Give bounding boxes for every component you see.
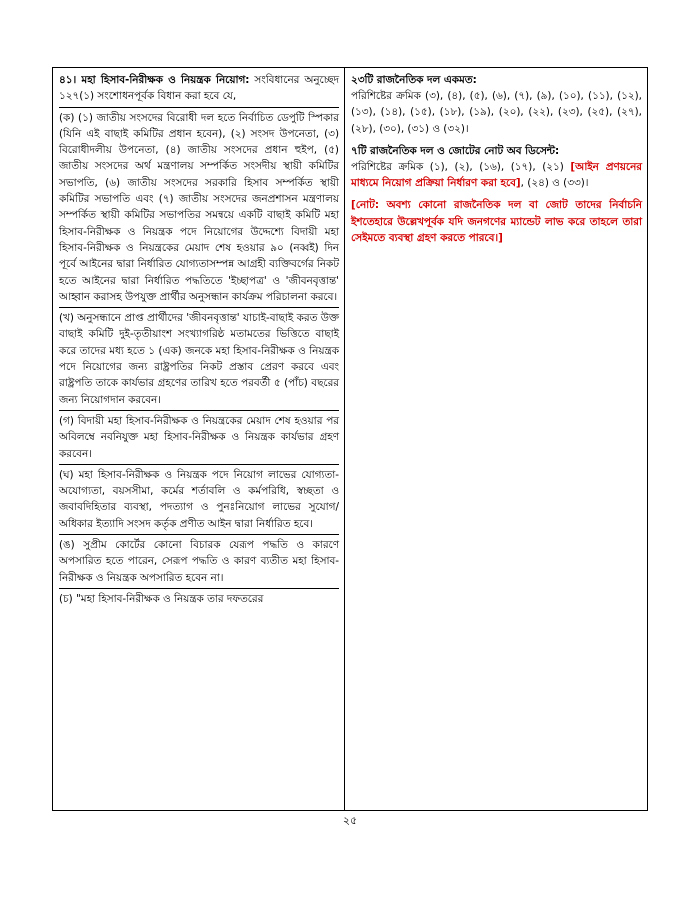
note-block: [নোট: অবশ্য কোনো রাজনৈতিক দল বা জোট তাদের নির্বাচনি ইশতেহারে উল্লেখপূর্বক যদি জনগণের ম্যান্ডেট লাভ করে তাহলে তারা সেইমতে ব্যবস্থা গ্রহণ করতে পারবে।] [351,199,642,244]
left-column [53,68,345,810]
paragraph-kha: (খ) অনুসন্ধানে প্রাপ্ত প্রার্থীদের 'জীবনবৃত্তান্ত' যাচাই-বাছাই করত উক্ত বাছাই কমিটি দুই-তৃতীয়াংশ সংখ্যাগরিষ্ঠ মতামতের ভিত্তিতে বাছাই করে তাদের মধ্য হতে ১ (এক) জনকে মহা হিসাব-নিরীক্ষক ও নিয়ন্ত্রক পদে নিয়োগের জন্য রাষ্ট্রপতির নিকট প্রস্তাব প্রেরণ করবে এবং রাষ্ট্রপতি তাকে কার্যভার গ্রহণের তারিখ হতে পরবর্তী ৫ (পাঁচ) বছরের জন্য নিয়োগদান করবেন। [59,308,339,411]
agreement-text: পরিশিষ্টের ক্রমিক (৩), (৪), (৫), (৬), (৭), (৯), (১০), (১১), (১২), (১৩), (১৪), (১৫), (১৮), (১৯), (২০), (২২), (২৩), (২৫), (২৭), (২৮), (৩০), (৩১) ও (৩২)। [351,90,642,135]
right-column [345,68,647,810]
paragraph-cha: (চ) "মহা হিসাব-নিরীক্ষক ও নিয়ন্ত্রক তার দফতরের [59,592,264,605]
agreement-heading: ২৩টি রাজনৈতিক দল একমত: [351,74,477,86]
section-intro-paragraph [59,72,339,108]
dissent-red-note: [আইন প্রণয়নের মাধ্যমে নিয়োগ প্রক্রিয়া নির্ধারণ করা হবে] [351,161,642,190]
paragraph-ka: (ক) (১) জাতীয় সংসদের বিরোধী দল হতে নির্বাচিত ডেপুটি স্পিকার (যিনি এই বাছাই কমিটির প্রধান হবেন), (২) সংসদ উপনেতা, (৩) বিরোধীদলীয় উপনেতা, (৪) জাতীয় সংসদের প্রধান হুইপ, (৫) জাতীয় সংসদের অর্থ মন্ত্রণালয় সম্পর্কিত সংসদীয় স্থায়ী কমিটির সভাপতি, (৬) জাতীয় সংসদের সরকারি হিসাব সম্পর্কিত স্থায়ী কমিটির সভাপতি এবং (৭) জাতীয় সংসদের জনপ্রশাসন মন্ত্রণালয় সম্পর্কিত স্থায়ী কমিটির সভাপতির সমন্বয়ে একটি বাছাই কমিটি মহা হিসাব-নিরীক্ষক ও নিয়ন্ত্রক পদে নিয়োগের উদ্দেশ্যে বিদায়ী মহা হিসাব-নিরীক্ষক ও নিয়ন্ত্রকের মেয়াদ শেষ হওয়ার ৯০ (নব্বই) দিন পূর্বে আইনের দ্বারা নির্ধারিত যোগ্যতাসম্পন্ন আগ্রহী ব্যক্তিবর্গের নিকট হতে আইনের দ্বারা নির্ধারিত পদ্ধতিতে 'ইচ্ছাপত্র' ও 'জীবনবৃত্তান্ত' আহ্বান করাসহ উপযুক্ত প্রার্থীর অনুসন্ধান কার্যক্রম পরিচালনা করবে। [59,108,339,309]
page-number: ২৫ [342,814,358,827]
paragraph-umo: (ঙ) সুপ্রীম কোর্টের কোনো বিচারক যেরূপ পদ্ধতি ও কারণে অপসারিত হতে পারেন, সেরূপ পদ্ধতি ও কারণ ব্যতীত মহা হিসাব-নিরীক্ষক ও নিয়ন্ত্রক অপসারিত হবেন না। [59,535,339,589]
section-title: ৪১। মহা হিসাব-নিরীক্ষক ও নিয়ন্ত্রক নিয়োগ: [59,74,250,86]
section-intro: সংবিধানের অনুচ্ছেদ ১২৭(১) সংশোধনপূর্বক বিধান করা হবে যে, [59,74,339,103]
paragraph-ga: (গ) বিদায়ী মহা হিসাব-নিরীক্ষক ও নিয়ন্ত্রকের মেয়াদ শেষ হওয়ার পর অবিলম্বে নবনিযুক্ত মহা হিসাব-নিরীক্ষক ও নিয়ন্ত্রক কার্যভার গ্রহণ করবেন। [59,411,339,465]
dissent-block [351,143,642,192]
dissent-text-end: , (২৪) ও (৩৩)। [520,177,589,190]
agreement-block [351,72,642,137]
dissent-heading: ৭টি রাজনৈতিক দল ও জোটের নোট অব ডিসেন্ট: [351,144,560,157]
document-table [52,67,648,811]
dissent-text: পরিশিষ্টের ক্রমিক (১), (২), (১৬), (১৭), (২১) [351,161,564,174]
paragraph-gha: (ঘ) মহা হিসাব-নিরীক্ষক ও নিয়ন্ত্রক পদে নিয়োগ লাভের যোগ্যতা-অযোগ্যতা, বয়সসীমা, কর্মের শর্তাবলি ও কর্মপরিধি, স্বচ্ছতা ও জবাবদিহিতার ব্যবস্থা, পদত্যাগ ও পুনঃনিয়োগ লাভের সুযোগ/অধিকার ইত্যাদি সংসদ কর্তৃক প্রণীত আইন দ্বারা নির্ধারিত হবে। [59,465,339,535]
